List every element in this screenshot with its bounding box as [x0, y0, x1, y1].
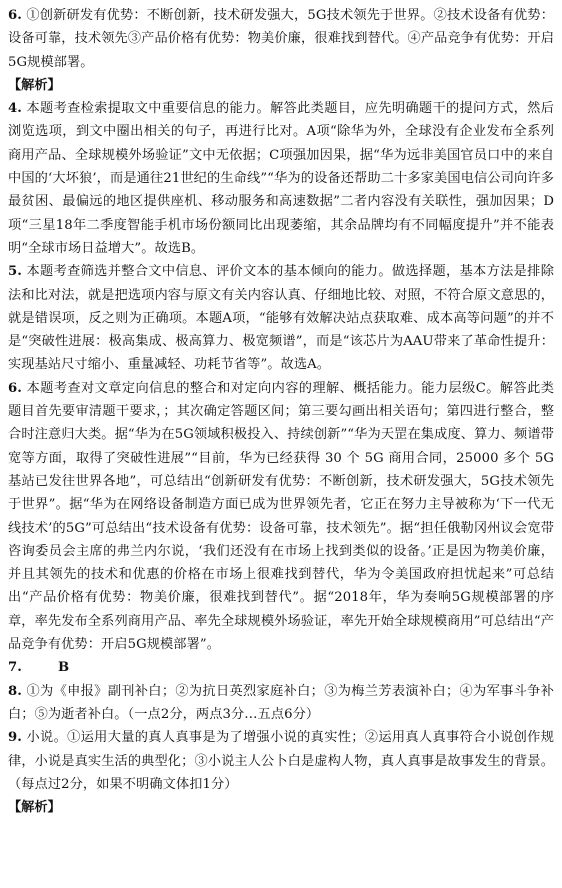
item-number: 8. — [8, 683, 22, 699]
item-text: 小说。①运用大量的真人真事是为了增强小说的真实性；②运用真人真事符合小说创作规律，小说是真实生活的典型化；③小说主人公卜白是虚构人物，真人真事是故事发生的背景。（每点过2分，如果不明确文体扣1分） — [8, 730, 554, 792]
item-text: 本题考查对文章定向信息的整合和对定向内容的理解、概括能力。能力层级C。解答此类题目首先要审清题干要求，；其次确定答题区间；第三要勾画出相关语句；第四进行整合，整合时注意归大类。据“华为在5G领域积极投入、持续创新”“华为天罡在集成度、算力、频谱带宽等方面，取得了突破性进展”“目前，华为已经获得 30 个 5G 商用合同，25000 多个 5G 基站已发往世界各地”，可总结出“创新研发有优势：不断创新，技术研发强大，5G技术领先于世界”。据“华为在网络设备制造方面已成为世界领先者，它正在努力主导被称为‘下一代无线技术’的5G”可总结出“技术设备有优势：设备可靠，技术领先”。据“担任俄勒冈州议会宽带咨询委员会主席的弗兰内尔说，‘我们还没有在市场上找到类似的设备。’正是因为物美价廉，并且其领先的技术和优惠的价格在市场上很难找到替代，华为令美国政府担忧起来”可总结出“产品价格有优势：物美价廉，很难找到替代”。据“2018年，华为奏响5G规模部署的序章，率先发布全系列商用产品、率先全球规模外场验证，率先开始全球规模商用”可总结出“产品竞争有优势：开启5G规模部署”。 — [8, 380, 554, 653]
item-answer: B — [58, 660, 70, 676]
item-number: 6. — [8, 8, 22, 23]
item-text: 本题考查筛选并整合文中信息、评价文本的基本倾向的能力。做选择题，基本方法是排除法和比对法，就是把选项内容与原文有关内容认真、仔细地比较、对照，不符合原文意思的，就是错误项，反之则为正确项。本题A项，“能够有效解决站点获取难、成本高等问题”的并不是“突破性进展：极高集成、极高算力、极宽频谱”，而是“该芯片为AAU带来了革命性提升：实现基站尺寸缩小、重量减轻、功耗节省等”。故选A。 — [8, 264, 554, 373]
analysis-heading: 【解析】 — [8, 800, 61, 816]
analysis-item-4 — [8, 97, 554, 260]
answer-item-8 — [8, 680, 554, 727]
item-number: 6. — [8, 380, 22, 396]
item-text: 本题考查检索提取文中重要信息的能力。解答此类题目，应先明确题干的提问方式，然后浏览选项，到文中圈出相关的句子，再进行比对。A项“除华为外，全球没有企业发布全系列商用产品、全球规模外场验证”文中无依据；C项强加因果，据“华为远非美国官员口中的来自中国的‘大坏狼’，而是通往21世纪的生命线”“华为的设备还帮助二十多家美国电信公司向许多最贫困、最偏远的地区提供座机、移动服务和高速数据”二者内容没有关联性，强加因果；D项“三星18年二季度智能手机市场份额同比出现萎缩，其余品牌均有不同幅度提升”并不能表明“全球市场日益增大”。故选B。 — [8, 101, 554, 256]
answer-item-9 — [8, 726, 554, 796]
item-number: 9. — [8, 730, 22, 746]
analysis-item-6 — [8, 377, 554, 657]
answer-item-7 — [8, 656, 554, 679]
item-text: ①创新研发有优势：不断创新，技术研发强大，5G技术领先于世界。②技术设备有优势：设备可靠，技术领先③产品价格有优势：物美价廉，很难找到替代。④产品竞争有优势：开启5G规模部署。 — [8, 8, 554, 70]
analysis-heading: 【解析】 — [8, 77, 61, 93]
item-number: 7. — [8, 660, 22, 676]
answer-6-summary — [8, 4, 554, 74]
item-text: ①为《申报》副刊补白；②为抗日英烈家庭补白；③为梅兰芳表演补白；④为军事斗争补白；⑤为逝者补白。（一点2分，两点3分…五点6分） — [8, 683, 554, 722]
item-number: 4. — [8, 101, 22, 117]
item-number: 5. — [8, 264, 22, 280]
analysis-item-5 — [8, 260, 554, 376]
